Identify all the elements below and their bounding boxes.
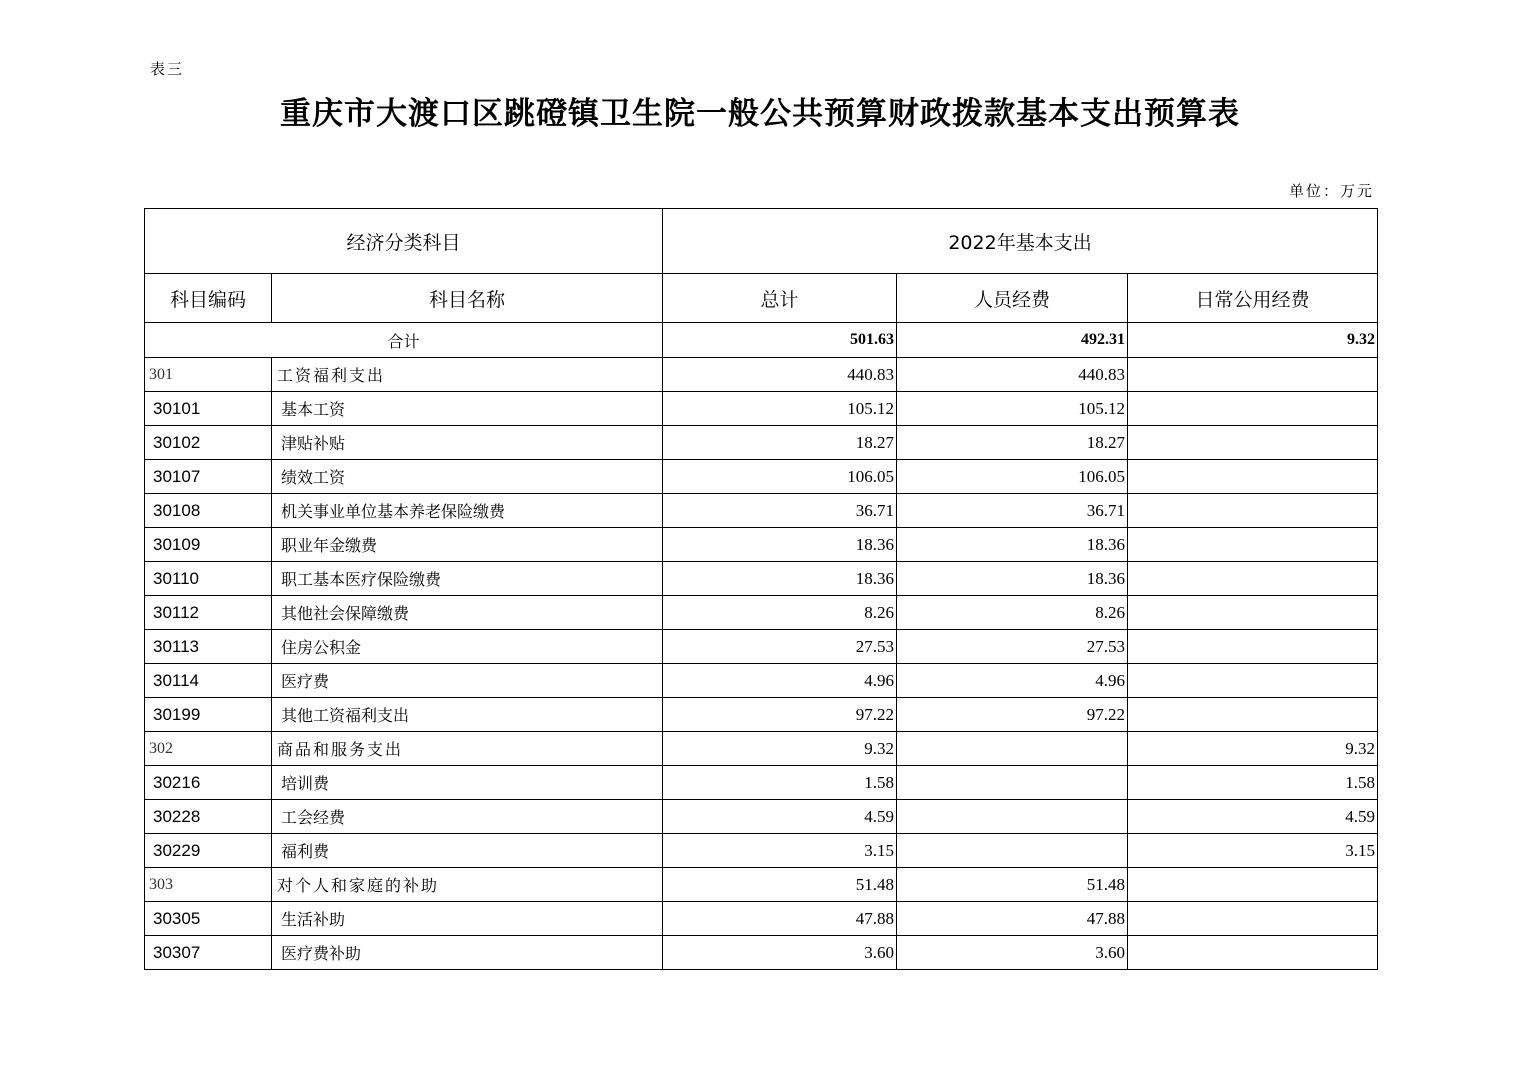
row-code: 30216 — [145, 766, 272, 800]
row-personnel: 106.05 — [897, 460, 1128, 494]
table-row — [145, 392, 1378, 426]
row-public — [1128, 868, 1378, 902]
row-name: 生活补助 — [272, 902, 663, 936]
row-total: 18.36 — [663, 562, 897, 596]
row-public: 9.32 — [1128, 732, 1378, 766]
row-total: 440.83 — [663, 358, 897, 392]
table-row — [145, 426, 1378, 460]
header-basic-expenditure: 2022年基本支出 — [663, 209, 1378, 274]
row-public: 4.59 — [1128, 800, 1378, 834]
row-total: 4.59 — [663, 800, 897, 834]
row-name: 商品和服务支出 — [272, 732, 663, 766]
row-code: 301 — [145, 358, 272, 392]
header-name: 科目名称 — [272, 274, 663, 323]
row-public — [1128, 528, 1378, 562]
header-public: 日常公用经费 — [1128, 274, 1378, 323]
row-personnel: 27.53 — [897, 630, 1128, 664]
table-row — [145, 664, 1378, 698]
header-row-1 — [145, 209, 1378, 274]
row-public — [1128, 698, 1378, 732]
row-personnel: 97.22 — [897, 698, 1128, 732]
row-code: 30114 — [145, 664, 272, 698]
row-name: 医疗费 — [272, 664, 663, 698]
row-personnel — [897, 766, 1128, 800]
row-personnel: 18.27 — [897, 426, 1128, 460]
header-economic-category: 经济分类科目 — [145, 209, 663, 274]
row-total: 4.96 — [663, 664, 897, 698]
unit-label: 单位：万元 — [1288, 182, 1374, 200]
row-name: 绩效工资 — [272, 460, 663, 494]
row-public — [1128, 358, 1378, 392]
row-public — [1128, 596, 1378, 630]
row-total: 97.22 — [663, 698, 897, 732]
row-total: 18.36 — [663, 528, 897, 562]
row-public — [1128, 630, 1378, 664]
row-total: 8.26 — [663, 596, 897, 630]
row-name: 医疗费补助 — [272, 936, 663, 970]
row-name: 基本工资 — [272, 392, 663, 426]
header-row-2 — [145, 274, 1378, 323]
row-name: 工会经费 — [272, 800, 663, 834]
row-personnel: 18.36 — [897, 528, 1128, 562]
row-code: 30229 — [145, 834, 272, 868]
row-code: 30113 — [145, 630, 272, 664]
table-row — [145, 494, 1378, 528]
table-row — [145, 528, 1378, 562]
row-total: 36.71 — [663, 494, 897, 528]
summary-label: 合计 — [145, 323, 663, 358]
budget-table — [144, 208, 1378, 970]
row-name: 福利费 — [272, 834, 663, 868]
row-public — [1128, 936, 1378, 970]
row-code: 30109 — [145, 528, 272, 562]
table-row — [145, 936, 1378, 970]
row-total: 3.15 — [663, 834, 897, 868]
row-personnel: 8.26 — [897, 596, 1128, 630]
row-code: 30101 — [145, 392, 272, 426]
row-name: 工资福利支出 — [272, 358, 663, 392]
row-personnel: 47.88 — [897, 902, 1128, 936]
table-row — [145, 698, 1378, 732]
row-name: 培训费 — [272, 766, 663, 800]
table-row — [145, 800, 1378, 834]
row-personnel: 3.60 — [897, 936, 1128, 970]
row-total: 51.48 — [663, 868, 897, 902]
row-total: 1.58 — [663, 766, 897, 800]
table-row — [145, 834, 1378, 868]
row-name: 职业年金缴费 — [272, 528, 663, 562]
row-code: 30110 — [145, 562, 272, 596]
table-row — [145, 562, 1378, 596]
row-public: 3.15 — [1128, 834, 1378, 868]
page-title: 重庆市大渡口区跳磴镇卫生院一般公共预算财政拨款基本支出预算表 — [280, 96, 1240, 132]
row-name: 对个人和家庭的补助 — [272, 868, 663, 902]
row-public: 1.58 — [1128, 766, 1378, 800]
row-personnel: 105.12 — [897, 392, 1128, 426]
row-personnel — [897, 800, 1128, 834]
row-name: 津贴补贴 — [272, 426, 663, 460]
table-row — [145, 596, 1378, 630]
row-name: 其他工资福利支出 — [272, 698, 663, 732]
row-code: 30112 — [145, 596, 272, 630]
table-row — [145, 630, 1378, 664]
row-total: 18.27 — [663, 426, 897, 460]
row-personnel: 440.83 — [897, 358, 1128, 392]
header-code: 科目编码 — [145, 274, 272, 323]
row-personnel — [897, 732, 1128, 766]
row-personnel: 51.48 — [897, 868, 1128, 902]
table-row — [145, 868, 1378, 902]
row-public — [1128, 902, 1378, 936]
row-total: 105.12 — [663, 392, 897, 426]
row-public — [1128, 494, 1378, 528]
row-code: 30108 — [145, 494, 272, 528]
table-row — [145, 460, 1378, 494]
row-public — [1128, 392, 1378, 426]
table-row — [145, 732, 1378, 766]
row-personnel: 4.96 — [897, 664, 1128, 698]
row-total: 47.88 — [663, 902, 897, 936]
summary-public: 9.32 — [1128, 323, 1378, 358]
row-code: 30307 — [145, 936, 272, 970]
row-code: 302 — [145, 732, 272, 766]
row-name: 职工基本医疗保险缴费 — [272, 562, 663, 596]
row-public — [1128, 426, 1378, 460]
table-row — [145, 902, 1378, 936]
row-code: 30305 — [145, 902, 272, 936]
row-name: 其他社会保障缴费 — [272, 596, 663, 630]
summary-row — [145, 323, 1378, 358]
header-total: 总计 — [663, 274, 897, 323]
row-total: 3.60 — [663, 936, 897, 970]
table-number: 表三 — [150, 60, 185, 78]
row-public — [1128, 664, 1378, 698]
row-total: 9.32 — [663, 732, 897, 766]
summary-total: 501.63 — [663, 323, 897, 358]
summary-personnel: 492.31 — [897, 323, 1128, 358]
row-code: 30199 — [145, 698, 272, 732]
row-public — [1128, 460, 1378, 494]
header-personnel: 人员经费 — [897, 274, 1128, 323]
row-public — [1128, 562, 1378, 596]
row-personnel: 36.71 — [897, 494, 1128, 528]
table-row — [145, 358, 1378, 392]
row-code: 30228 — [145, 800, 272, 834]
row-personnel: 18.36 — [897, 562, 1128, 596]
row-name: 住房公积金 — [272, 630, 663, 664]
row-code: 303 — [145, 868, 272, 902]
table-row — [145, 766, 1378, 800]
row-code: 30102 — [145, 426, 272, 460]
row-name: 机关事业单位基本养老保险缴费 — [272, 494, 663, 528]
row-total: 27.53 — [663, 630, 897, 664]
row-personnel — [897, 834, 1128, 868]
row-code: 30107 — [145, 460, 272, 494]
row-total: 106.05 — [663, 460, 897, 494]
